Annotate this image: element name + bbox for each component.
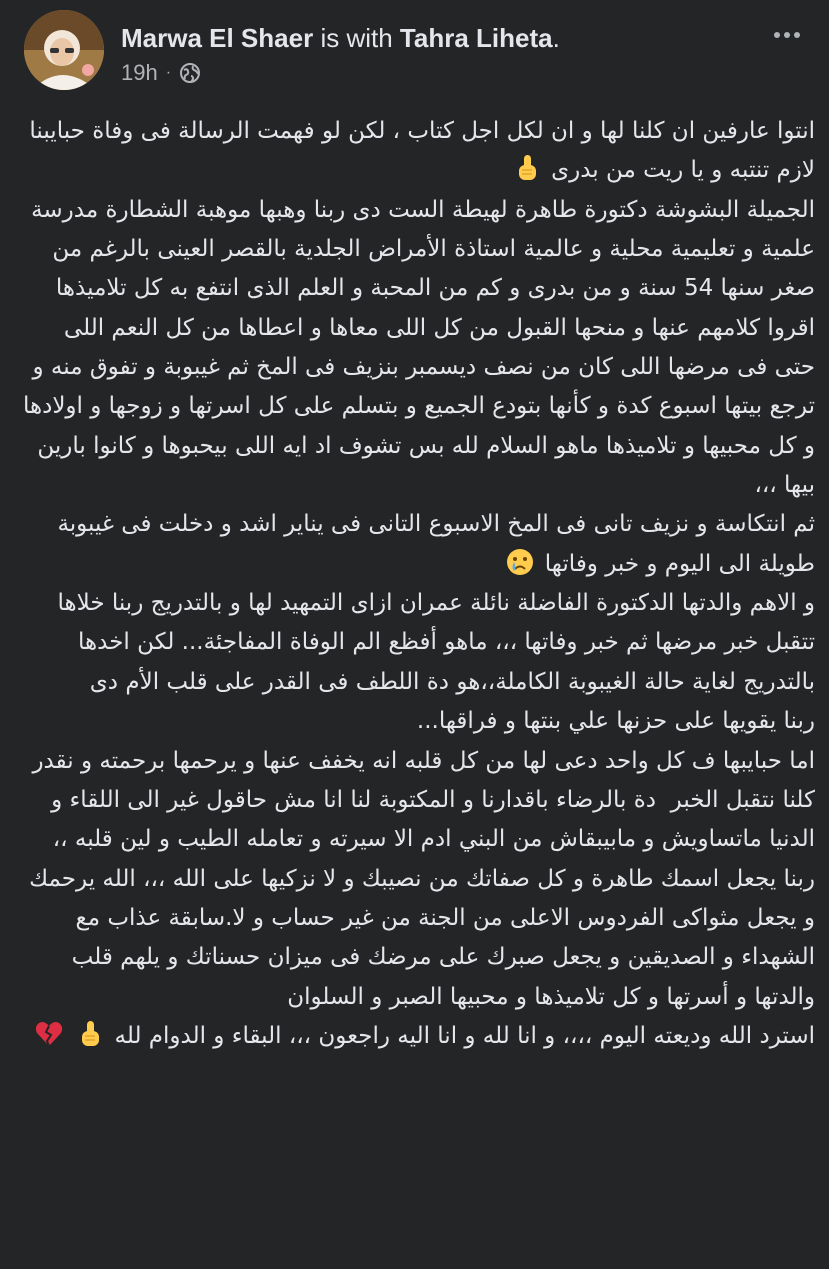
more-dot — [784, 32, 790, 38]
tagged-name-link[interactable]: Tahra Liheta — [399, 23, 553, 53]
paragraph-text: ربنا يقويها على حزنها علي بنتها و فراقها... — [416, 708, 815, 735]
avatar[interactable] — [24, 10, 104, 90]
post-paragraph — [22, 112, 815, 191]
post-paragraph — [22, 742, 815, 1017]
more-options-icon[interactable] — [767, 20, 807, 50]
tagged-suffix: . — [552, 23, 560, 53]
post-paragraph — [22, 584, 815, 702]
crying-face-emoji-icon — [505, 547, 535, 577]
post-header — [24, 10, 815, 92]
avatar-photo-icon — [24, 10, 104, 90]
paragraph-text: ثم انتكاسة و نزيف تانى فى المخ الاسبوع التانى فى يناير اشد و دخلت فى غيبوبة طويلة الى اليوم و خبر وفاتها — [50, 511, 815, 577]
with-text: is with — [320, 23, 393, 53]
paragraph-text: اما حبايبها ف كل واحد دعى لها من كل قلبه انه يخفف عنها و يرحمها برحمته و نقدر كلنا نتقبل الخبر دة بالرضاء باقدارنا و المكتوبة لنا انا مش حاقول غير الى اللقاء و الدنيا ماتساويش و مابيبقاش من البني ادم الا سيرته و تعامله الطيب و لين قلبه ،، ربنا يجعل اسمك طاهرة و كل صفاتك من نصيبك و لا نزكيها على الله ،،، الله يرحمك و يجعل مثواكى الفردوس الاعلى من الجنة من غير حساب و لا.سابقة عذاب مع الشهداء و الصديقين و يجعل صبرك على مرضك فى ميزان حسناتك و يلهم قلب والدتها و أسرتها و كل تلاميذها و محبيها الصبر و السلوان — [21, 747, 815, 1010]
paragraph-text: انتوا عارفين ان كلنا لها و ان لكل اجل كتاب ، لكن لو فهمت الرسالة فى وفاة حبايبنا لازم تنتبه و يا ريت من بدرى — [22, 118, 815, 184]
post-meta — [121, 60, 560, 86]
broken-heart-emoji-icon — [34, 1019, 64, 1049]
post-message — [15, 112, 815, 1056]
post-time-link[interactable]: 19h — [121, 60, 158, 85]
author-name-link[interactable]: Marwa El Shaer — [121, 23, 314, 53]
meta-separator: · — [165, 64, 172, 81]
paragraph-text: و الاهم والدتها الدكتورة الفاضلة نائلة عمران ازاى التمهيد لها و بالتدريج ربنا خلاها تتقبل خبر مرضها ثم خبر وفاتها ،،، ماهو أفظع الم الوفاة المفاجئة... لكن اخدها بالتدريج لغاية حالة الغيبوبة الكاملة،،هو دة اللطف فى القدر على قلب الأم دى — [50, 590, 815, 695]
post-paragraph — [22, 702, 815, 741]
more-dot — [774, 32, 780, 38]
globe-icon[interactable] — [179, 62, 201, 84]
post-header-text — [121, 22, 560, 86]
index-pointing-up-emoji-icon — [75, 1019, 105, 1049]
author-line — [121, 22, 560, 54]
post-paragraph — [22, 505, 815, 584]
paragraph-text: استرد الله وديعته اليوم ،،،، و انا لله و انا اليه راجعون ،،، البقاء و الدوام لله — [114, 1022, 815, 1049]
paragraph-text: الجميلة البشوشة دكتورة طاهرة لهيطة الست دى ربنا وهبها موهبة الشطارة مدرسة علمية و تعليمية محلية و عالمية استاذة الأمراض الجلدية بالقصر العينى بالرغم من صغر سنها 54 سنة و من بدرى و كم من المحبة و العلم الذى انتفع به كل تلاميذها اقروا كلامهم عنها و منحها القبول من كل اللى معاها و اعطاها من كل النعم اللى حتى فى مرضها اللى كان من نصف ديسمبر بنزيف فى المخ ثم غيبوبة و تفوق منه و ترجع بيتها اسبوع كدة و كأنها بتودع الجميع و بتسلم على كل اسرتها و زوجها و اولادها و كل محبيها و تلاميذها ماهو السلام لله بس تشوف اد ايه اللى بيحبوها و كانوا بارين بيها ،،، — [15, 196, 815, 499]
post-paragraph — [22, 1017, 815, 1056]
index-pointing-up-emoji-icon — [512, 153, 542, 183]
post-paragraph — [15, 191, 815, 506]
more-dot — [794, 32, 800, 38]
